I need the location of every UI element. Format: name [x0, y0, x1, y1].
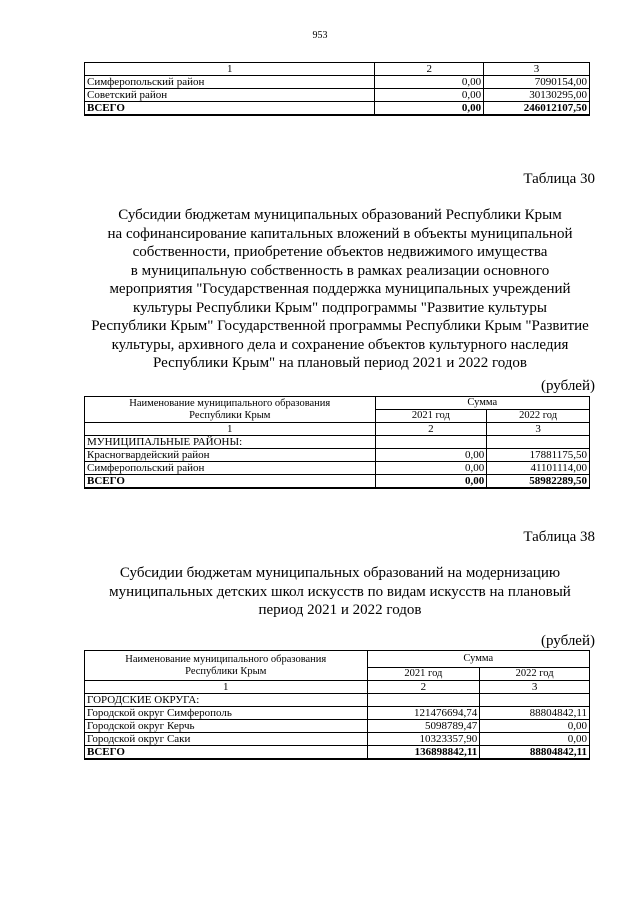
- header-name-line2: Республики Крым: [185, 665, 267, 677]
- table-row: [85, 707, 590, 720]
- total-label: ВСЕГО: [85, 475, 376, 489]
- total-label: ВСЕГО: [85, 102, 375, 116]
- header-year-2021: 2021 год: [367, 668, 480, 681]
- row-name: Симферопольский район: [85, 76, 375, 89]
- row-value-2022: 30130295,00: [484, 89, 590, 102]
- header-name-line1: Наименование муниципального образования: [129, 397, 331, 409]
- section-row: [85, 436, 590, 449]
- col-number: 2: [375, 423, 487, 436]
- title-line: период 2021 и 2022 годов: [258, 602, 422, 618]
- col-number: 1: [85, 681, 368, 694]
- column-numbers-row: [85, 423, 590, 436]
- row-name: Городской округ Симферополь: [85, 707, 368, 720]
- table-30: [84, 396, 590, 489]
- title-line: Республики Крым" на плановый период 2021 и 2022 годов: [152, 355, 528, 371]
- row-name: Городской округ Саки: [85, 733, 368, 746]
- col-number: 2: [375, 63, 484, 76]
- section-label: ГОРОДСКИЕ ОКРУГА:: [85, 694, 368, 707]
- col-number: 3: [484, 63, 590, 76]
- total-2021: 136898842,11: [367, 746, 480, 760]
- title-line: Республики Крым" Государственной программы Республики Крым "Развитие: [91, 318, 589, 334]
- total-2022: 88804842,11: [480, 746, 590, 760]
- total-2022: 58982289,50: [487, 475, 590, 489]
- row-value-2021: 121476694,74: [367, 707, 480, 720]
- header-year-2022: 2022 год: [480, 668, 590, 681]
- header-row: [85, 651, 590, 668]
- title-line: собственности, приобретение объектов недвижимого имущества: [132, 244, 548, 260]
- row-value-2021: 5098789,47: [367, 720, 480, 733]
- section-label: МУНИЦИПАЛЬНЫЕ РАЙОНЫ:: [85, 436, 376, 449]
- column-numbers-row: [85, 681, 590, 694]
- header-year-2021: 2021 год: [375, 410, 487, 423]
- header-year-2022: 2022 год: [487, 410, 590, 423]
- title-line: на софинансирование капитальных вложений в объекты муниципальной: [107, 225, 573, 242]
- column-numbers-row: [85, 63, 590, 76]
- table-row: [85, 462, 590, 475]
- title-line: Субсидии бюджетам муниципальных образований на модернизацию: [119, 565, 561, 581]
- header-sum: Сумма: [375, 397, 589, 410]
- total-label: ВСЕГО: [85, 746, 368, 760]
- col-number: 2: [367, 681, 480, 694]
- row-name: Симферопольский район: [85, 462, 376, 475]
- table-top: [84, 62, 590, 116]
- table-38-unit: (рублей): [540, 633, 595, 649]
- section-row: [85, 694, 590, 707]
- table-30-label: Таблица 30: [523, 171, 595, 187]
- header-name: [85, 651, 368, 681]
- header-row: [85, 397, 590, 410]
- header-name: [85, 397, 376, 423]
- row-value-2021: 0,00: [375, 449, 487, 462]
- table-30-title: [60, 206, 620, 373]
- row-name: Городской округ Керчь: [85, 720, 368, 733]
- row-value-2022: 88804842,11: [480, 707, 590, 720]
- table-38-title: [60, 564, 620, 620]
- title-line: Субсидии бюджетам муниципальных образований Республики Крым: [118, 207, 562, 223]
- title-line: культуры Республики Крым" подпрограммы "Развитие культуры: [133, 299, 547, 316]
- total-2021: 0,00: [375, 475, 487, 489]
- total-row: [85, 746, 590, 760]
- row-value-2021: 0,00: [375, 76, 484, 89]
- col-number: 3: [480, 681, 590, 694]
- header-name-line1: Наименование муниципального образования: [125, 653, 327, 665]
- title-line: муниципальных детских школ искусств по видам искусств на плановый: [109, 583, 571, 600]
- total-row: [85, 475, 590, 489]
- row-name: Советский район: [85, 89, 375, 102]
- row-value-2021: 0,00: [375, 462, 487, 475]
- total-2022: 246012107,50: [484, 102, 590, 116]
- row-value-2021: 10323357,90: [367, 733, 480, 746]
- col-number: 1: [85, 63, 375, 76]
- header-name-line2: Республики Крым: [189, 409, 271, 421]
- page-number: 953: [312, 30, 328, 41]
- table-row: [85, 89, 590, 102]
- row-value-2022: 41101114,00: [487, 462, 590, 475]
- table-30-unit: (рублей): [540, 378, 595, 394]
- row-value-2022: 0,00: [480, 720, 590, 733]
- title-line: мероприятия "Государственная поддержка муниципальных учреждений: [109, 281, 571, 297]
- table-row: [85, 733, 590, 746]
- row-value-2022: 17881175,50: [487, 449, 590, 462]
- title-line: в муниципальную собственность в рамках реализации основного: [130, 262, 550, 279]
- total-2021: 0,00: [375, 102, 484, 116]
- row-value-2022: 0,00: [480, 733, 590, 746]
- title-line: культуры, архивного дела и сохранение объектов культурного наследия: [111, 336, 569, 353]
- header-sum: Сумма: [367, 651, 589, 668]
- col-number: 3: [487, 423, 590, 436]
- table-38-label: Таблица 38: [523, 529, 595, 545]
- row-name: Красногвардейский район: [85, 449, 376, 462]
- table-row: [85, 720, 590, 733]
- table-row: [85, 76, 590, 89]
- row-value-2022: 7090154,00: [484, 76, 590, 89]
- row-value-2021: 0,00: [375, 89, 484, 102]
- table-38: [84, 650, 590, 760]
- col-number: 1: [85, 423, 376, 436]
- table-row: [85, 449, 590, 462]
- total-row: [85, 102, 590, 116]
